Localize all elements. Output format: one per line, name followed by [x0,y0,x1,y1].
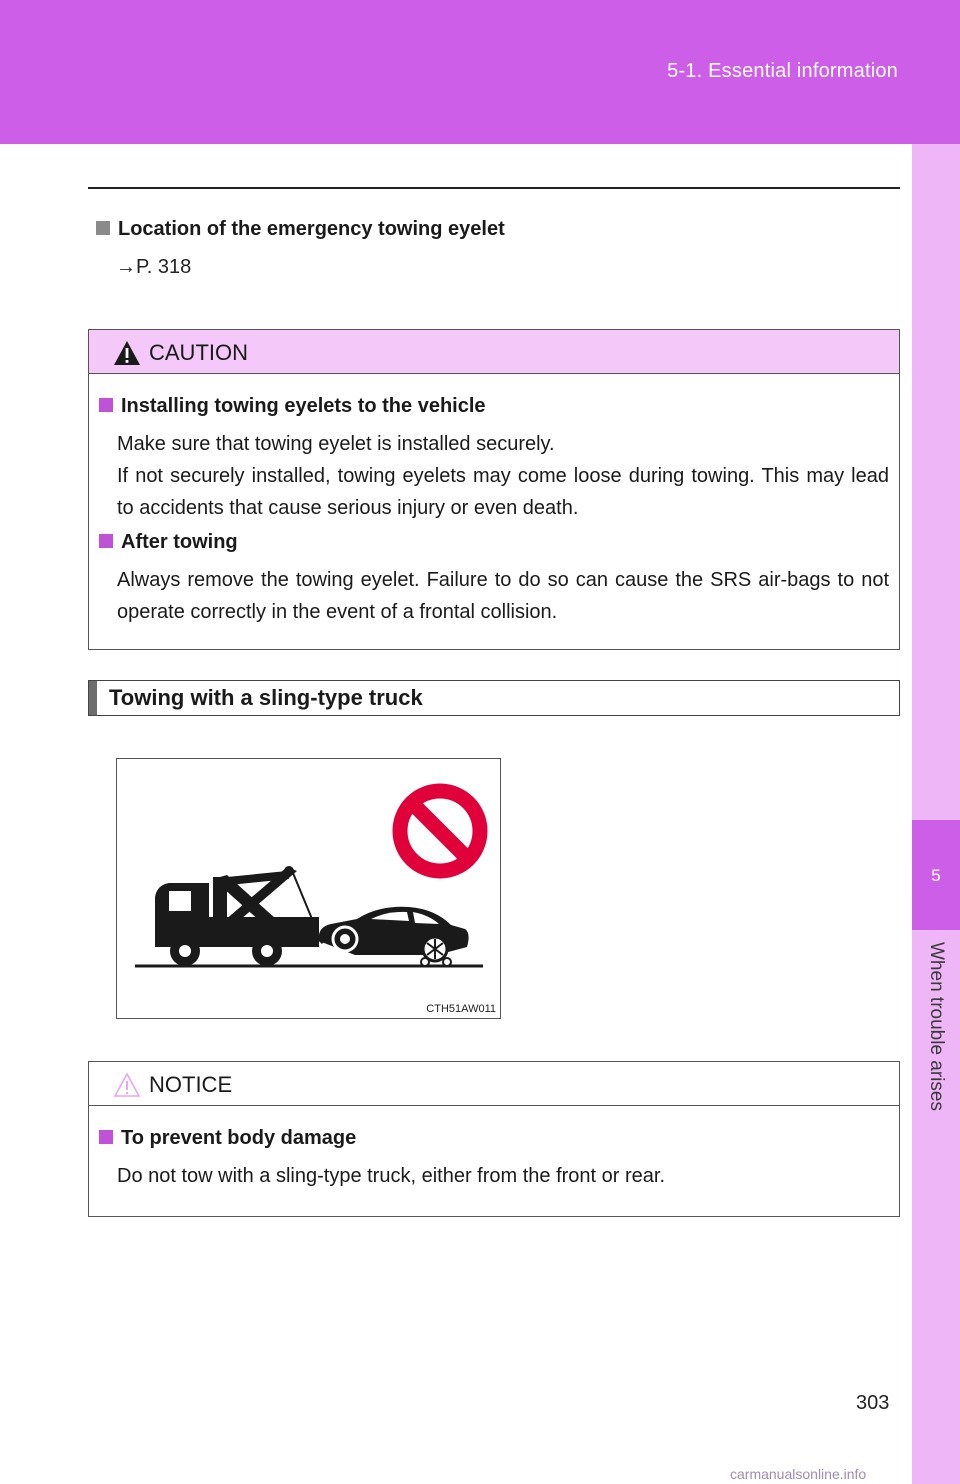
notice-label: NOTICE [149,1072,233,1097]
notice-text: Do not tow with a sling-type truck, either from the front or rear. [117,1165,666,1187]
caution-item-2-heading: After towing [121,531,238,553]
watermark: carmanualsonline.info [730,1466,867,1482]
caution-item-1-line2: If not securely installed, towing eyelets may come loose during towing. This may lead to accidents that cause serious injury or even death. [117,465,889,519]
figure-code: CTH51AW011 [426,1003,496,1015]
notice-header [89,1062,899,1106]
caution-label: CAUTION [149,340,248,365]
header-section-title: 5-1. Essential information [667,60,898,82]
caution-item-1-heading-row [99,395,486,418]
top-divider [88,187,900,189]
chapter-title: When trouble arises [926,942,947,1111]
chapter-number: 5 [931,866,941,885]
prohibition-icon [400,791,480,871]
notice-triangle-icon [113,1072,141,1098]
caution-header [89,330,899,374]
caution-item-1-line1: Make sure that towing eyelet is installed securely. [117,433,555,455]
notice-heading: To prevent body damage [121,1127,357,1149]
notice-heading-row [99,1127,356,1150]
square-bullet-icon [99,398,113,412]
caution-item-2-text: Always remove the towing eyelet. Failure to do so can cause the SRS air-bags to not operate correctly in the event of a frontal collision. [117,569,889,623]
section-title-bar [88,680,900,716]
page-reference: →P. 318 [116,256,192,278]
section-title: Towing with a sling-type truck [109,685,423,710]
truck-icon [155,866,323,966]
caution-box [88,329,900,650]
location-heading-row [96,218,505,241]
section-title-accent [89,681,97,715]
tow-truck-illustration [116,758,501,1019]
side-chapter-tab [912,144,960,1484]
caution-item-1-heading: Installing towing eyelets to the vehicle [121,395,486,417]
caution-item-2-heading-row [99,531,238,554]
square-bullet-icon [99,534,113,548]
car-icon [319,907,469,966]
sling-truck-figure [117,759,500,1018]
location-heading: Location of the emergency towing eyelet [118,218,505,240]
square-bullet-icon [96,221,110,235]
page-header [0,0,960,144]
notice-box [88,1061,900,1217]
page-number: 303 [856,1392,890,1414]
square-bullet-icon [99,1130,113,1144]
warning-triangle-icon [113,340,141,366]
